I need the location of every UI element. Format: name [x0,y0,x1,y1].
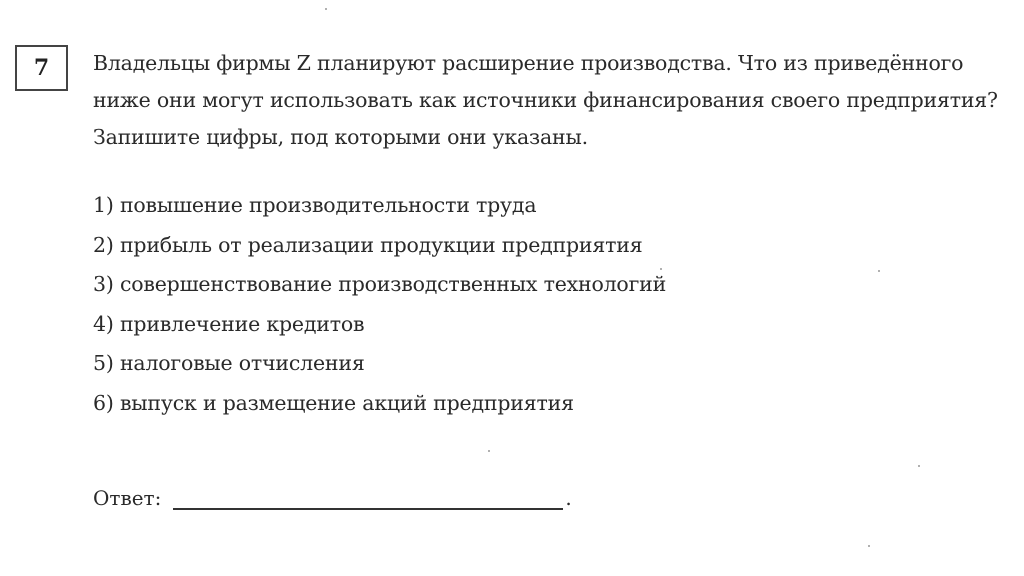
option-3: 3) совершенствование производственных технологий [93,272,667,296]
option-4: 4) привлечение кредитов [93,311,365,336]
answer-field[interactable] [173,482,563,510]
scan-speck [660,268,662,270]
scan-speck [878,270,880,272]
option-2: 2) прибыль от реализации продукции предприятия [93,232,643,257]
scan-speck [918,465,920,467]
answer-row [93,482,572,510]
question-line: Владельцы фирмы Z планируют расширение производства. Что из приведённого [93,51,964,75]
options-list [93,186,666,423]
option-6: 6) выпуск и размещение акций предприятия [93,390,574,415]
scan-speck [488,450,490,452]
scan-speck [868,545,870,547]
option-1: 1) повышение производительности труда [93,193,537,217]
option-5: 5) налоговые отчисления [93,351,365,375]
answer-period: . [565,486,572,510]
scan-speck [325,8,327,10]
question-line: ниже они могут использовать как источники финансирования своего предприятия? [93,88,998,112]
question-text [93,45,1008,156]
task-number: 7 [33,55,50,81]
question-line: Запишите цифры, под которыми они указаны. [93,125,588,149]
task-number-box [15,45,68,91]
answer-label: Ответ: [93,486,162,510]
